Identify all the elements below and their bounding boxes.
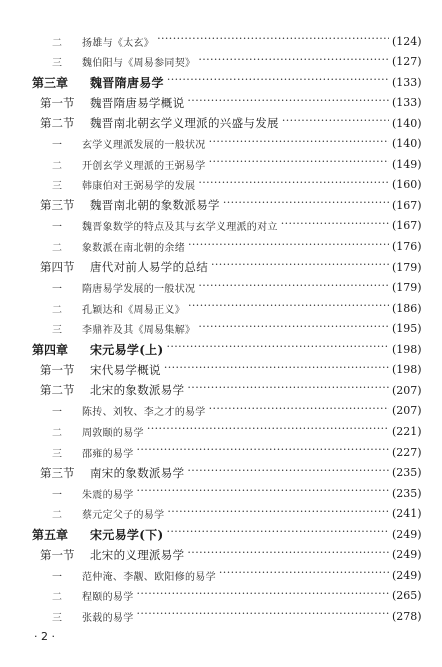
toc-entry-title: 魏晋南北朝玄学义理派的兴盛与发展 — [90, 116, 279, 131]
toc-entry-sub[interactable] — [0, 482, 442, 504]
toc-entry-chapter[interactable] — [0, 338, 442, 360]
toc-entry-title: 周敦颐的易学 — [82, 427, 144, 439]
dot-leader — [187, 383, 389, 397]
toc-entry-title: 宋元易学(上) — [90, 342, 164, 357]
toc-entry-page: (227) — [392, 445, 422, 459]
toc-entry-number: 三 — [52, 325, 62, 337]
toc-entry-page: (249) — [392, 568, 422, 582]
toc-entry-title: 陈抟、刘牧、李之才的易学 — [82, 407, 206, 419]
toc-entry-number: 三 — [52, 58, 62, 70]
toc-entry-title: 张载的易学 — [82, 612, 134, 624]
toc-entry-title: 扬雄与《太玄》 — [82, 37, 155, 49]
page-number-footer: · 2 · — [34, 630, 55, 643]
toc-entry-sub[interactable] — [0, 441, 442, 463]
toc-entry-page: (167) — [392, 219, 422, 233]
toc-entry-chapter[interactable] — [0, 71, 442, 93]
dot-leader — [187, 548, 389, 562]
toc-entry-sub[interactable] — [0, 174, 442, 196]
toc-entry-title: 开创玄学义理派的王弼易学 — [82, 160, 206, 172]
toc-entry-page: (149) — [392, 157, 422, 171]
toc-entry-page: (198) — [392, 342, 422, 356]
dot-leader — [137, 445, 390, 459]
dot-leader — [198, 178, 389, 192]
toc-entry-page: (207) — [392, 383, 422, 397]
toc-entry-page: (124) — [392, 34, 422, 48]
dot-leader — [198, 322, 389, 336]
dot-leader — [198, 55, 389, 69]
toc-entry-title: 朱震的易学 — [82, 489, 134, 501]
toc-entry-sub[interactable] — [0, 400, 442, 422]
toc-entry-page: (207) — [392, 404, 422, 418]
toc-entry-title: 韩康伯对王弼易学的发展 — [82, 181, 196, 193]
toc-entry-section[interactable] — [0, 92, 442, 114]
toc-entry-page: (133) — [392, 75, 422, 89]
dot-leader — [147, 424, 389, 438]
toc-entry-title: 范仲淹、李觏、欧阳修的易学 — [82, 571, 216, 583]
toc-entry-number: 三 — [52, 612, 62, 624]
toc-entry-title: 北宋的义理派易学 — [90, 547, 185, 562]
toc-entry-page: (133) — [392, 96, 422, 110]
toc-entry-page: (140) — [392, 137, 422, 151]
toc-entry-number: 三 — [52, 181, 62, 193]
dot-leader — [167, 507, 389, 521]
toc-entry-number: 第五章 — [32, 527, 69, 542]
toc-entry-number: 第二节 — [40, 383, 75, 398]
dot-leader — [211, 260, 389, 274]
dot-leader — [223, 198, 389, 212]
dot-leader — [188, 240, 389, 254]
dot-leader — [198, 281, 389, 295]
dot-leader — [137, 486, 390, 500]
dot-leader — [219, 568, 389, 582]
dot-leader — [209, 157, 389, 171]
toc-entry-number: 一 — [52, 489, 62, 501]
toc-entry-page: (235) — [392, 486, 422, 500]
toc-entry-title: 孔颖达和《周易正义》 — [82, 304, 185, 316]
toc-entry-number: 二 — [52, 160, 62, 172]
toc-entry-title: 魏晋隋唐易学 — [90, 75, 164, 90]
dot-leader — [282, 116, 389, 130]
toc-entry-sub[interactable] — [0, 215, 442, 237]
dot-leader — [166, 342, 389, 356]
toc-entry-page: (160) — [392, 178, 422, 192]
dot-leader — [164, 363, 389, 377]
toc-entry-number: 第二节 — [40, 116, 75, 131]
toc-entry-sub[interactable] — [0, 420, 442, 442]
toc-entry-page: (179) — [392, 260, 422, 274]
toc-entry-page: (140) — [392, 116, 422, 130]
toc-entry-section[interactable] — [0, 462, 442, 484]
toc-entry-section[interactable] — [0, 359, 442, 381]
toc-entry-page: (278) — [392, 609, 422, 623]
toc-entry-number: 第三节 — [40, 198, 75, 213]
toc-entry-title: 宋代易学概说 — [90, 362, 161, 377]
dot-leader — [209, 404, 389, 418]
dot-leader — [137, 609, 390, 623]
toc-entry-section[interactable] — [0, 256, 442, 278]
toc-entry-title: 李鼎祚及其《周易集解》 — [82, 325, 196, 337]
toc-entry-page: (235) — [392, 466, 422, 480]
dot-leader — [188, 301, 389, 315]
toc-entry-title: 魏晋象数学的特点及其与玄学义理派的对立 — [82, 222, 278, 234]
toc-entry-title: 魏晋南北朝的象数派易学 — [90, 198, 220, 213]
toc-entry-sub[interactable] — [0, 51, 442, 73]
toc-entry-sub[interactable] — [0, 605, 442, 627]
toc-entry-page: (249) — [392, 527, 422, 541]
toc-entry-page: (179) — [392, 281, 422, 295]
toc-entry-number: 一 — [52, 407, 62, 419]
toc-entry-page: (127) — [392, 55, 422, 69]
toc-entry-number: 一 — [52, 140, 62, 152]
toc-entry-section[interactable] — [0, 379, 442, 401]
toc-entry-number: 一 — [52, 284, 62, 296]
toc-entry-number: 二 — [52, 243, 62, 254]
dot-leader — [157, 34, 389, 48]
toc-entry-title: 邵雍的易学 — [82, 448, 134, 460]
toc-entry-number: 一 — [52, 571, 62, 583]
toc-entry-sub[interactable] — [0, 30, 442, 52]
toc-entry-title: 玄学义理派发展的一般状况 — [82, 140, 206, 152]
toc-entry-number: 二 — [52, 427, 62, 439]
toc-entry-number: 第三章 — [32, 75, 69, 90]
dot-leader — [187, 96, 389, 110]
toc-entry-title: 魏伯阳与《周易参同契》 — [82, 58, 196, 70]
toc-entry-sub[interactable] — [0, 564, 442, 586]
toc-entry-sub[interactable] — [0, 585, 442, 607]
toc-entry-sub[interactable] — [0, 503, 442, 525]
toc-entry-title: 南宋的象数派易学 — [90, 465, 185, 480]
toc-entry-sub[interactable] — [0, 133, 442, 155]
toc-entry-number: 二 — [52, 510, 62, 522]
toc-entry-section[interactable] — [0, 112, 442, 134]
toc-entry-title: 宋元易学(下) — [90, 527, 164, 542]
toc-entry-page: (195) — [392, 322, 422, 336]
toc-entry-number: 一 — [52, 222, 62, 234]
toc-entry-sub[interactable] — [0, 153, 442, 175]
toc-entry-number: 二 — [52, 304, 62, 316]
toc-entry-title: 唐代对前人易学的总结 — [90, 260, 208, 275]
toc-entry-page: (241) — [392, 507, 422, 521]
dot-leader — [187, 466, 389, 480]
dot-leader — [209, 137, 389, 151]
toc-entry-page: (265) — [392, 589, 422, 603]
toc-entry-section[interactable] — [0, 194, 442, 216]
toc-entry-page: (221) — [392, 424, 422, 438]
toc-entry-number: 二 — [52, 592, 62, 604]
toc-entry-number: 第一节 — [40, 547, 75, 562]
toc-entry-page: (167) — [392, 198, 422, 212]
toc-entry-sub[interactable] — [0, 297, 442, 319]
toc-entry-number: 第四节 — [40, 260, 75, 275]
dot-leader — [137, 589, 390, 603]
toc-entry-chapter[interactable] — [0, 523, 442, 545]
toc-entry-title: 程颐的易学 — [82, 592, 134, 604]
toc-entry-sub[interactable] — [0, 277, 442, 299]
toc-entry-number: 三 — [52, 448, 62, 460]
dot-leader — [166, 527, 389, 541]
toc-entry-number: 二 — [52, 37, 62, 49]
toc-entry-number: 第四章 — [32, 342, 69, 357]
toc-entry-title: 蔡元定父子的易学 — [82, 510, 165, 522]
toc-entry-sub[interactable] — [0, 318, 442, 340]
toc-entry-title: 象数派在南北朝的余绪 — [82, 243, 185, 254]
toc-entry-title: 魏晋隋唐易学概说 — [90, 95, 185, 110]
toc-entry-page: (198) — [392, 363, 422, 377]
toc-entry-page: (186) — [392, 301, 422, 315]
toc-entry-sub[interactable] — [0, 236, 442, 258]
toc-entry-title: 北宋的象数派易学 — [90, 383, 185, 398]
toc-entry-number: 第一节 — [40, 362, 75, 377]
dot-leader — [281, 219, 389, 233]
toc-entry-section[interactable] — [0, 544, 442, 566]
toc-entry-number: 第三节 — [40, 465, 75, 480]
toc-entry-page: (249) — [392, 548, 422, 562]
toc-entry-title: 隋唐易学发展的一般状况 — [82, 284, 196, 296]
dot-leader — [167, 75, 389, 89]
toc-entry-page: (176) — [392, 240, 422, 253]
toc-entry-number: 第一节 — [40, 95, 75, 110]
